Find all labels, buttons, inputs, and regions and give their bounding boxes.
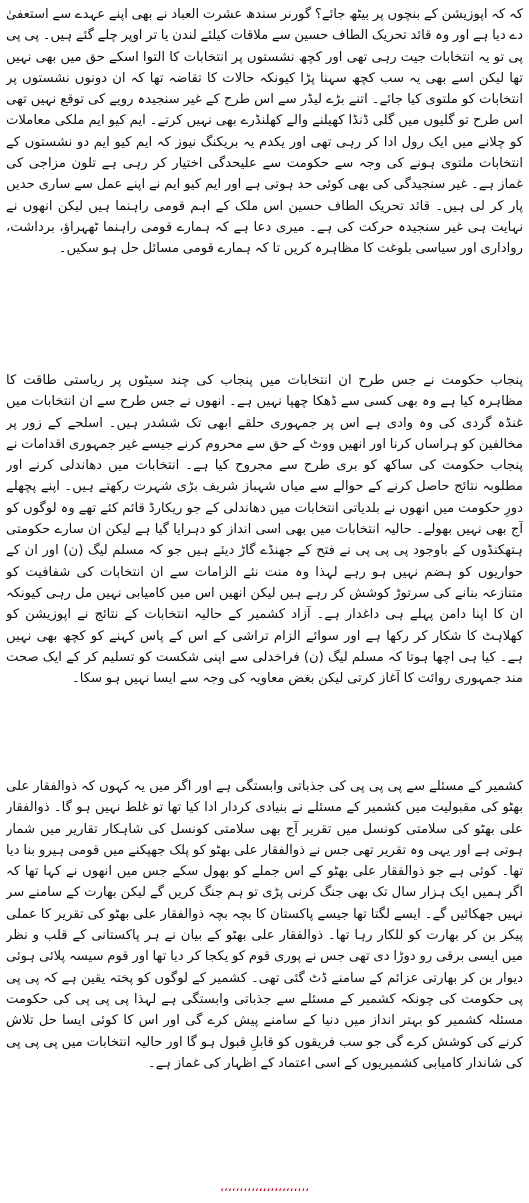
- article-paragraph-3: کشمیر کے مسئلے سے پی پی پی کی جذباتی وابستگی ہے اور اگر میں یہ کہوں کہ ذوالفقار علی بھٹو کی مقبولیت میں کشمیر کے مسئلے نے بنیادی کردار ادا کیا تھا تو غلط نہیں ہو گا۔ ذوالفقار علی بھٹو کی سلامتی کونسل میں تقریر آج بھی سلامتی کونسل کی شاہکار تقاریر میں شمار ہوتی ہے اور یہی وہ تقریر تھی جس نے ذوالفقار علی بھٹو کو پلک جھپکنے میں قومی ہیرو بنا دیا تھا۔ کوئی ہے جو ذوالفقار علی بھٹو کے اس جملے کو بھول سکے جس میں انھوں نے کہا تھا کہ اگر ہمیں ایک ہزار سال تک بھی جنگ کرنی پڑی تو ہم جنگ کریں گے لیکن بھارت کے سامنے سر نہیں جھکائیں گے۔ ایسے لگتا تھا جیسے پاکستان کا بچہ بچہ ذوالفقار علی بھٹو کی تقریر کا عملی پیکر بن کر بھارت کو للکار رہا تھا۔ ذوالفقار علی بھٹو کے بیان نے ہر پاکستانی کے قلب و نظر میں ایسی برقی رو دوڑا دی تھی جس نے پوری قوم کو یکجا کر دیا تھا اور قوم سیسہ پلائی ہوئی دیوار بن کر بھارتی عزائم کے سامنے ڈٹ گئی تھی۔ کشمیر کے لوگوں کو پختہ یقین ہے کہ پی پی پی حکومت کی چونکہ کشمیر کے مسئلے سے جذباتی وابستگی ہے لہذا پی پی پی کی حکومت مسئلہ کشمیر کو بہتر انداز میں دنیا کے سامنے پیش کرے گی اور اس کا کوئی ایسا حل تلاش کرنے کی کوشش کرے گی جو سب فریقوں کو قابلِ قبول ہو گا اور حالیہ انتخابات میں پی پی پی کی شاندار کامیابی کشمیریوں کے اسی اعتماد کے اظہار کی غماز ہے۔: [6, 779, 523, 1071]
- end-of-article-mark: ،،،،،،،،،،،،،،،،،،،،،،،: [219, 1180, 310, 1194]
- article-paragraph-2: پنجاب حکومت نے جس طرح ان انتخابات میں پنجاب کی چند سیٹوں پر ریاستی طاقت کا مظاہرہ کیا ہے وہ بھی کسی سے ڈھکا چھپا نہیں ہے۔ انھوں نے جس طرح سے ان انتخابات میں غنڈہ گردی کی وہ وادی ہے اس پر جمہوری حلقے ابھی تک ششدر ہیں۔ اسلحے کے زور پر مخالفین کو ہراساں کرنا اور انھیں ووٹ کے حق سے محروم کرنے جیسے غیر جمہوری اقدامات نے پنجاب حکومت کی ساکھ کو بری طرح سے مجروح کیا ہے۔ انتخابات میں دھاندلی کرنے اور مطلوبہ نتائج حاصل کرنے کے حوالے سے میاں شہباز شریف بڑی شہرت رکھتے ہیں۔ اپنے پچھلے دورِ حکومت میں انھوں نے بلدیاتی انتخابات میں دھاندلی کے جو ریکارڈ قائم کئے تھے وہ لوگوں کو آج بھی نہیں بھولے۔ حالیہ انتخابات میں بھی اسی انداز کو دہرایا گیا ہے لیکن ان سارے حکومتی ہتھکنڈوں کے باوجود پی پی پی نے فتح کے جھنڈے گاڑ دیئے ہیں جو کہ مسلم لیگ (ن) اور ان کے حواریوں کو ہضم نہیں ہو رہے لہذا وہ منت نئے الزامات سے ان انتخابات کی شفافیت کو متنازعہ بنانے کی سرتوڑ کوشش کر رہے ہیں لیکن انھیں اس میں کامیابی نہیں مل رہی کیونکہ ان کا اپنا دامن پہلے ہی داغدار ہے۔ آزاد کشمیر کے حالیہ انتخابات کے نتائج نے اپوزیشن کو کھلاہٹ کا شکار کر رکھا ہے اور سوائے الزام تراشی کے اس کے پاس کہنے کو کچھ بھی نہیں ہے۔ کیا ہی اچھا ہوتا کہ مسلم لیگ (ن) فراخدلی سے اپنی شکست کو تسلیم کر کے ایک صحت مند جمہوری روائت کا آغاز کرتی لیکن بغض معاویہ کی وجہ سے ایسا نہیں ہو سکا۔: [6, 373, 523, 687]
- article-body: [6, 4, 523, 1161]
- article-paragraph-1: کہ کہ اپوزیشن کے بنچوں پر بیٹھ جائے؟ گورنر سندھ عشرت العباد نے بھی اپنے عہدے سے استعفیٰ دے دیا ہے اور وہ قائد تحریک الطاف حسین سے ملاقات کیلئے لندن یا تر اوپر چلے گئے ہیں۔ پی پی پی تو یہ انتخابات جیت رہی تھی اور کچھ نشستوں پر انتخابات کا التوا اسکے حق میں بھی نہیں تھا لیکن اسے بھی یہ سب کچھ سہنا پڑا کیونکہ حالات کا تقاضہ تھا کہ ان دونوں نشستوں پر انتخابات کو ملتوی کیا جائے۔ اتنے بڑے لیڈر سے اس طرح کے غیر سنجیدہ رویے کی توقع نہیں تھی اس طرح تو گلیوں میں گلی ڈنڈا کھیلنے والے کھلنڈرے بھی نہیں کرتے۔ ایم کیو ایم ملکی معاملات کو چلانے میں ایک رول ادا کر رہی تھی اور یکدم یہ بریکنگ نیوز کہ ایم کیو ایم دو نشستوں کے انتخابات ملتوی ہونے کی وجہ سے حکومت سے علیحدگی اختیار کر رہی ہے تلون مزاجی کی غماز ہے۔ غیر سنجیدگی کی بھی کوئی حد ہوتی ہے اور ایم کیو ایم نے اپنے عمل سے ساری حدیں پار کر لی ہیں۔ قائد تحریک الطاف حسین اس ملک کے اہم قومی راہنما ہیں لیکن انھوں نے نہایت ہی غیر سنجیدہ حرکت کی ہے۔ میری دعا ہے کہ ہمارے قومی راہنما ٹھہراؤ، برداشت، رواداری اور سیاسی بلوغت کا مظاہرہ کریں تا کہ ہمارے قومی مسائل حل ہو سکیں۔: [6, 7, 523, 257]
